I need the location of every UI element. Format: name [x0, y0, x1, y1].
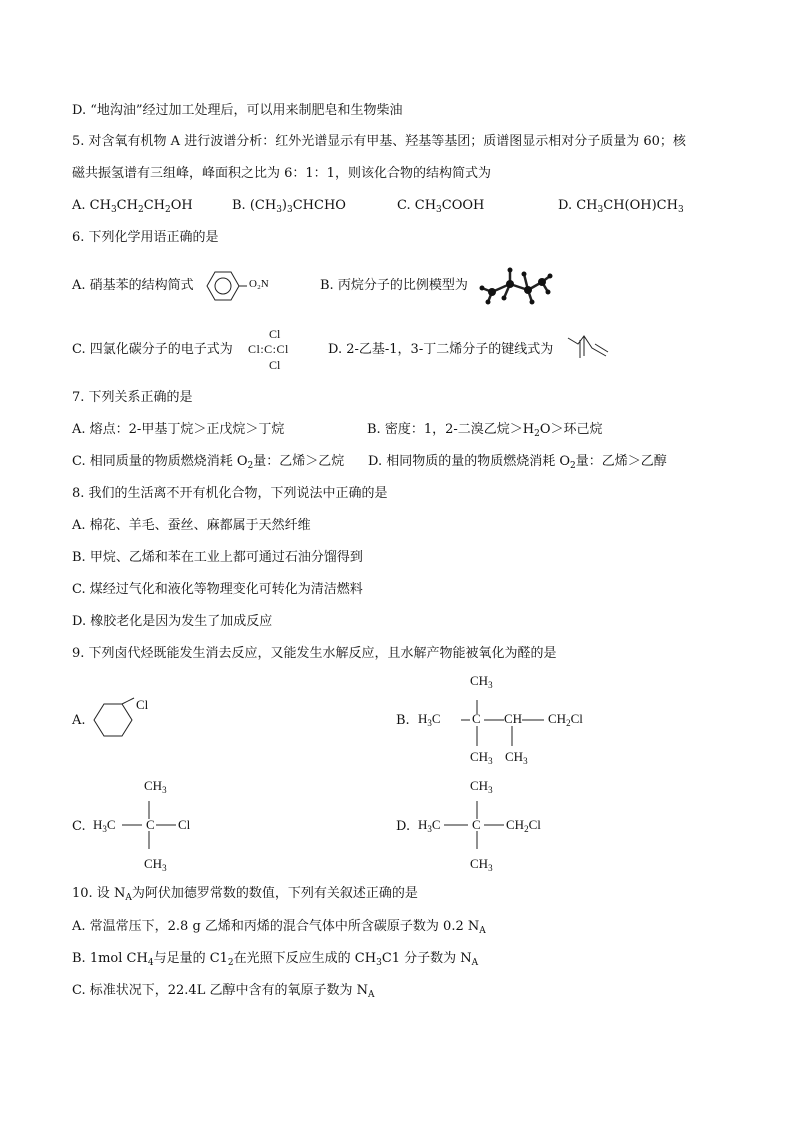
q6-option-b-label: B. 丙烷分子的比例模型为 — [320, 278, 468, 293]
q10-option-b: B. 1mol $CH_4$与足量的 $C1_2$在光照下反应生成的 $CH_3C1$ 分子数为 $N_A$ — [72, 951, 479, 968]
q7-option-a: A. 熔点：2-甲基丁烷＞正戊烷＞丁烷 — [72, 422, 285, 437]
q7-option-c: C. 相同质量的物质燃烧消耗 $O_2$量：乙烯＞乙烷 — [72, 454, 345, 471]
q9c-h3c: $H_3C$ — [93, 817, 116, 834]
q5-option-d: D. $CH_3CH(OH)CH_3$ — [558, 198, 684, 215]
q9c-bottom-ch3: $CH_3$ — [144, 856, 167, 873]
q9c-central-c: C — [146, 817, 155, 832]
q9b-bonds — [440, 690, 560, 750]
q6-option-d-label: D. 2-乙基-1，3-丁二烯分子的键线式为 — [328, 342, 554, 357]
ccl4-middle: Cl:C:Cl — [248, 342, 289, 356]
propane-ball-model — [480, 266, 552, 306]
q8-stem: 8. 我们的生活离不开有机化合物，下列说法中正确的是 — [72, 486, 388, 501]
q6-option-a-label: A. 硝基苯的结构简式 — [72, 278, 194, 293]
q6-stem: 6. 下列化学用语正确的是 — [72, 230, 219, 245]
q8-option-b: B. 甲烷、乙烯和苯在工业上都可通过石油分馏得到 — [72, 550, 363, 565]
q9c-top-ch3: $CH_3$ — [144, 778, 167, 795]
q9d-h3c: $H_3C$ — [418, 817, 441, 834]
q9b-ch2cl: $CH_2Cl$ — [548, 711, 583, 728]
q9d-ch2cl: $CH_2Cl$ — [506, 817, 541, 834]
q4-option-d: D. “地沟油”经过加工处理后，可以用来制肥皂和生物柴油 — [72, 103, 403, 118]
q10-stem: 10. 设 $N_A$为阿伏加德罗常数的数值，下列有关叙述正确的是 — [72, 886, 418, 903]
nitro-group-label: O₂N — [249, 278, 269, 290]
q10-option-a: A. 常温常压下，2.8 g 乙烯和丙烯的混合气体中所含碳原子数为 0.2 $N_A$ — [72, 919, 486, 936]
ethylbutadiene-skeletal — [566, 334, 612, 362]
q7-option-b: B. 密度：1，2-二溴乙烷$>H_2O>$环己烷 — [367, 422, 603, 439]
q9a-cl: Cl — [136, 697, 149, 712]
q9-option-c-label: C. — [72, 819, 86, 834]
q8-option-c: C. 煤经过气化和液化等物理变化可转化为清洁燃料 — [72, 582, 363, 597]
q8-option-d: D. 橡胶老化是因为发生了加成反应 — [72, 614, 273, 629]
q9-option-a-label: A. — [72, 713, 86, 728]
q9c-cl: Cl — [178, 817, 191, 832]
q9-option-d-label: D. — [396, 819, 411, 834]
q9b-top-ch3: $CH_3$ — [470, 673, 493, 690]
q9b-h3c: $H_3C$ — [418, 711, 441, 728]
q5-stem-line1: 5. 对含氧有机物 A 进行波谱分析：红外光谱显示有甲基、羟基等基团；质谱图显示相对分子质量为 60；核 — [72, 134, 686, 149]
q5-option-c: C. $CH_3COOH$ — [397, 198, 485, 215]
ccl4-bottom-cl: Cl — [269, 358, 281, 372]
q6-option-c-label: C. 四氯化碳分子的电子式为 — [72, 342, 233, 357]
q7-option-d: D. 相同物质的量的物质燃烧消耗 $O_2$量：乙烯＞乙醇 — [368, 454, 667, 471]
q5-option-b: B. $(CH_3)_3CHCHO$ — [232, 198, 346, 215]
q5-option-a: A. $CH_3CH_2CH_2OH$ — [72, 198, 193, 215]
q9b-ch: CH — [504, 711, 523, 726]
q8-option-a: A. 棉花、羊毛、蚕丝、麻都属于天然纤维 — [72, 518, 311, 533]
q9-stem: 9. 下列卤代烃既能发生消去反应，又能发生水解反应，且水解产物能被氧化为醛的是 — [72, 646, 557, 661]
q7-stem: 7. 下列关系正确的是 — [72, 390, 193, 405]
q9d-central-c: C — [472, 817, 481, 832]
q9b-bottom-ch3-a: $CH_3$ — [470, 749, 493, 766]
q10-option-c: C. 标准状况下，22.4L 乙醇中含有的氧原子数为 $N_A$ — [72, 983, 375, 1000]
q9-option-b-label: B. — [396, 713, 410, 728]
q9d-bottom-ch3: $CH_3$ — [470, 856, 493, 873]
q5-stem-line2: 磁共振氢谱有三组峰，峰面积之比为 6：1：1，则该化合物的结构简式为 — [72, 166, 491, 181]
q9d-top-ch3: $CH_3$ — [470, 778, 493, 795]
q9b-central-c: C — [472, 711, 481, 726]
q9b-bottom-ch3-b: $CH_3$ — [505, 749, 528, 766]
ccl4-top-cl: Cl — [269, 327, 281, 341]
